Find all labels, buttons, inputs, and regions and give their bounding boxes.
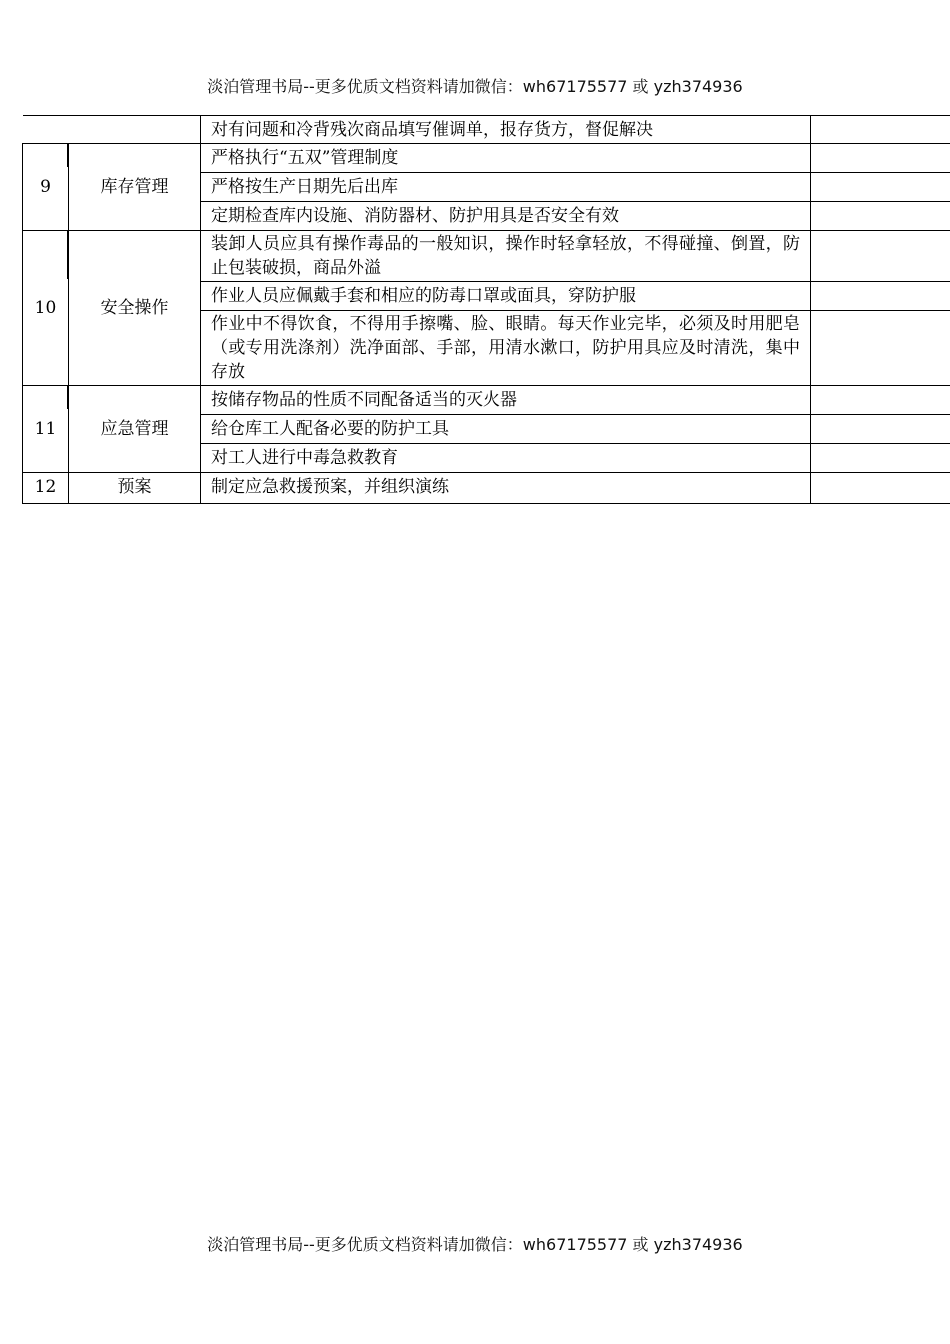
requirement-cell: 定期检查库内设施、消防器材、防护用具是否安全有效 [201, 202, 811, 231]
result-cell [811, 173, 950, 202]
table-row [23, 473, 950, 504]
page-header: 淡泊管理书局--更多优质文档资料请加微信：wh67175577 或 yzh374936 [207, 77, 743, 96]
result-cell [811, 415, 950, 444]
cell-divider-mark [67, 230, 68, 279]
requirement-cell: 严格执行“五双”管理制度 [201, 144, 811, 173]
blank-cell [23, 116, 201, 144]
result-cell [811, 311, 950, 386]
item-number-cell [23, 144, 69, 231]
requirement-cell: 作业中不得饮食，不得用手擦嘴、脸、眼睛。每天作业完毕，必须及时用肥皂（或专用洗涤剂）洗净面部、手部，用清水漱口，防护用具应及时清洗，集中存放 [201, 311, 811, 386]
result-cell [811, 444, 950, 473]
page-footer: 淡泊管理书局--更多优质文档资料请加微信：wh67175577 或 yzh374936 [207, 1235, 743, 1254]
cell-divider-mark [67, 143, 68, 167]
item-number-cell [23, 231, 69, 386]
item-number: 11 [34, 419, 57, 439]
table-row [23, 144, 950, 173]
checklist-table [22, 115, 950, 504]
requirement-cell: 装卸人员应具有操作毒品的一般知识，操作时轻拿轻放，不得碰撞、倒置，防止包装破损，商品外溢 [201, 231, 811, 282]
result-cell [811, 202, 950, 231]
inspection-checklist [22, 115, 950, 504]
item-number-cell: 12 [23, 473, 69, 504]
result-cell [811, 282, 950, 311]
item-number-cell [23, 386, 69, 473]
table-row [23, 116, 950, 144]
item-category-cell: 库存管理 [69, 144, 201, 231]
item-category-cell: 应急管理 [69, 386, 201, 473]
item-category-cell: 预案 [69, 473, 201, 504]
requirement-cell: 按储存物品的性质不同配备适当的灭火器 [201, 386, 811, 415]
requirement-cell: 作业人员应佩戴手套和相应的防毒口罩或面具，穿防护服 [201, 282, 811, 311]
requirement-cell: 给仓库工人配备必要的防护工具 [201, 415, 811, 444]
table-row [23, 231, 950, 282]
result-cell [811, 386, 950, 415]
result-cell [811, 231, 950, 282]
requirement-cell: 对工人进行中毒急救教育 [201, 444, 811, 473]
cell-divider-mark [67, 385, 68, 409]
result-cell [811, 473, 950, 504]
result-cell [811, 116, 950, 144]
requirement-cell: 对有问题和冷背残次商品填写催调单，报存货方，督促解决 [201, 116, 811, 144]
requirement-cell: 制定应急救援预案，并组织演练 [201, 473, 811, 504]
result-cell [811, 144, 950, 173]
requirement-cell: 严格按生产日期先后出库 [201, 173, 811, 202]
item-number: 10 [34, 298, 57, 318]
item-category-cell: 安全操作 [69, 231, 201, 386]
item-number: 9 [40, 177, 51, 197]
table-row [23, 386, 950, 415]
